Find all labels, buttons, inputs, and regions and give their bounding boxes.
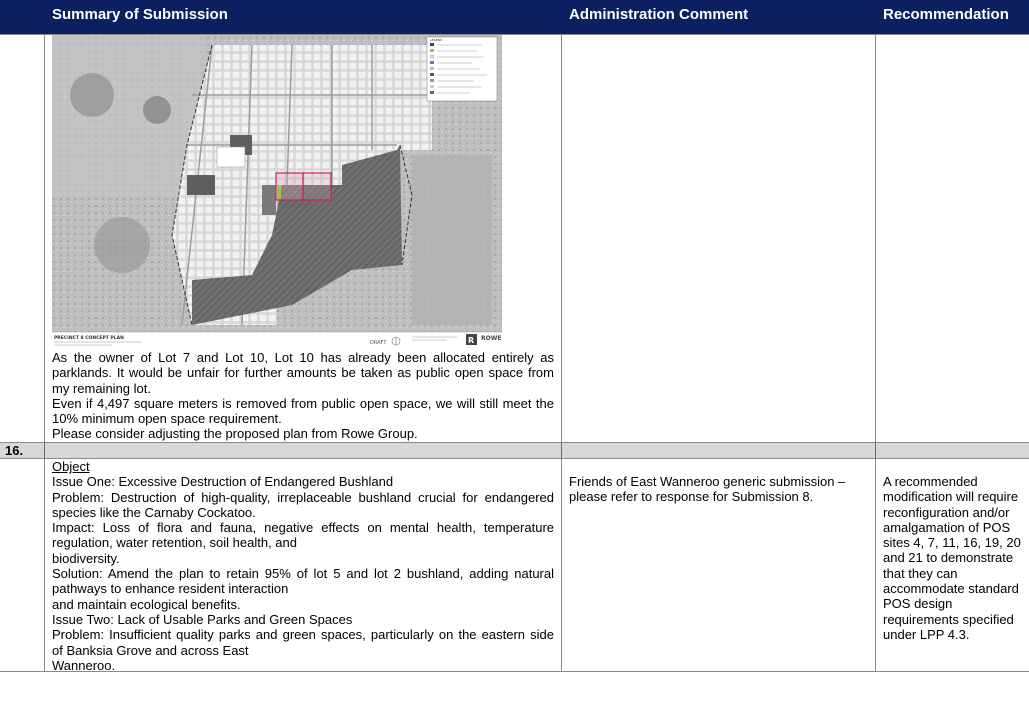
- text-line: sites 4, 7, 11, 16, 19, 20: [883, 535, 1021, 551]
- text-line: of Banksia Grove and across East: [52, 642, 249, 658]
- column-divider: [561, 34, 562, 672]
- rowe-logo-text: ROWE: [481, 335, 502, 342]
- text-line: Even if 4,497 square meters is removed from public open space, we will still meet the: [52, 395, 554, 411]
- text-line: Problem: Destruction of high-quality, irreplaceable bushland crucial for endangered: [52, 489, 554, 505]
- map-legend-title: LEGEND: [430, 38, 443, 42]
- text-line: POS design: [883, 596, 953, 612]
- column-divider: [44, 34, 45, 672]
- text-line: species like the Carnaby Cockatoo.: [52, 504, 256, 520]
- text-line: pathways to enhance resident interaction: [52, 581, 289, 597]
- text-line: 10% minimum open space requirement.: [52, 411, 282, 427]
- text-line: Solution: Amend the plan to retain 95% of lot 5 and lot 2 bushland, adding natural: [52, 566, 554, 582]
- text-line: requirements specified: [883, 611, 1014, 627]
- rowe-logo-mark: R: [468, 336, 475, 345]
- text-line: As the owner of Lot 7 and Lot 10, Lot 10 has already been allocated entirely as: [52, 350, 554, 365]
- text-line: regulation, water retention, soil health, and: [52, 535, 297, 551]
- text-line: my remaining lot.: [52, 380, 151, 396]
- text-line: parklands. It would be unfair for further amounts be taken as public open space from: [52, 365, 554, 381]
- column-divider: [875, 443, 876, 458]
- text-line: please refer to response for Submission 8.: [569, 489, 814, 505]
- map-title: PRECINCT 8 CONCEPT PLAN: [54, 336, 124, 341]
- text-line: and 21 to demonstrate: [883, 550, 1014, 566]
- column-divider: [561, 443, 562, 458]
- text-line: reconfiguration and/or: [883, 504, 1010, 520]
- submission-16-text: [52, 459, 554, 673]
- concept-plan-map: [52, 35, 502, 347]
- text-line: amalgamation of POS: [883, 519, 1011, 535]
- row-number: 16.: [5, 443, 24, 458]
- text-line: Impact: Loss of flora and fauna, negative effects on mental health, temperature: [52, 520, 554, 536]
- text-line: biodiversity.: [52, 550, 120, 566]
- text-line: Friends of East Wanneroo generic submission –: [569, 474, 846, 489]
- text-line: accommodate standard: [883, 581, 1019, 597]
- text-line: Issue Two: Lack of Usable Parks and Green Spaces: [52, 611, 353, 627]
- admin-comment-16: [569, 474, 869, 505]
- text-line: modification will require: [883, 489, 1019, 505]
- header-admin-comment: Administration Comment: [562, 0, 876, 34]
- text-line: Problem: Insufficient quality parks and green spaces, particularly on the eastern side: [52, 627, 554, 643]
- column-divider: [875, 34, 876, 672]
- object-label: Object: [52, 459, 90, 474]
- header-cell-number: [0, 0, 45, 34]
- recommendation-16: [883, 474, 1029, 642]
- header-summary: Summary of Submission: [45, 0, 562, 34]
- header-recommendation: Recommendation: [876, 0, 1029, 34]
- submission-15-text: [52, 350, 554, 442]
- text-line: and maintain ecological benefits.: [52, 596, 241, 612]
- text-line: Issue One: Excessive Destruction of Endangered Bushland: [52, 474, 394, 490]
- text-line: A recommended: [883, 474, 978, 489]
- column-divider: [44, 443, 45, 458]
- text-line: that they can: [883, 565, 958, 581]
- map-draft-label: DRAFT: [370, 340, 387, 346]
- text-line: under LPP 4.3.: [883, 626, 970, 642]
- text-line: Please consider adjusting the proposed plan from Rowe Group.: [52, 426, 418, 442]
- text-line: Wanneroo.: [52, 657, 116, 673]
